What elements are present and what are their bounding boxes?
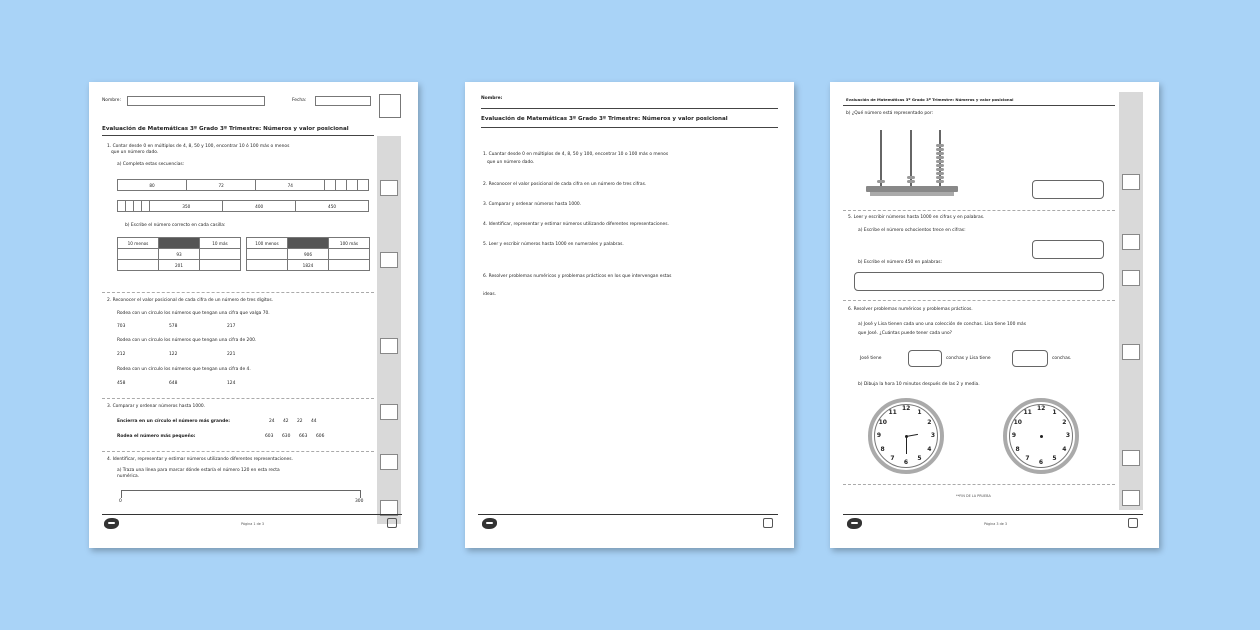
lisa-answer-box[interactable] — [1012, 350, 1048, 367]
seq-cell[interactable] — [358, 180, 369, 191]
end-of-test: **FIN DE LA PRUEBA — [956, 494, 991, 498]
q2-num[interactable]: 648 — [169, 381, 178, 386]
clock-center — [1040, 435, 1043, 438]
seq-cell: 74 — [256, 180, 325, 191]
score-box — [380, 338, 398, 354]
answer-cell[interactable] — [118, 249, 159, 260]
clock-numeral: 9 — [1011, 432, 1017, 439]
sequence-row-1 — [117, 179, 369, 191]
q3-line-2: Rodea el número más pequeño: — [117, 434, 196, 439]
q6a-text-2: que José. ¿Cuántas puede tener cada uno? — [858, 331, 952, 336]
q5b-answer-box[interactable] — [854, 272, 1104, 291]
jose-answer-box[interactable] — [908, 350, 942, 367]
clock-face-icon — [868, 398, 944, 474]
twinkl-logo-icon — [104, 518, 119, 529]
conchas-label: conchas. — [1052, 356, 1072, 361]
clock-numeral: 10 — [878, 418, 887, 426]
name-label: Nombre: — [481, 96, 503, 101]
q3-num[interactable]: 44 — [311, 419, 317, 424]
clock-numeral: 8 — [880, 445, 885, 453]
clock-numeral: 6 — [1038, 459, 1044, 466]
clock-numeral: 5 — [1052, 455, 1057, 463]
header-cell: 100 menos — [247, 238, 288, 249]
score-box — [1122, 490, 1140, 506]
worksheet-page-2 — [465, 82, 794, 548]
answer-cell[interactable] — [118, 260, 159, 271]
score-box — [1122, 450, 1140, 466]
clock-numeral: 2 — [1062, 418, 1067, 426]
answer-cell[interactable] — [329, 260, 370, 271]
footer-divider — [478, 514, 778, 515]
score-box — [380, 454, 398, 470]
q1b-text: b) Escribe el número correcto en cada casilla: — [125, 223, 226, 228]
clock-numeral: 7 — [890, 455, 895, 463]
q3-num[interactable]: 606 — [316, 434, 325, 439]
objective-item: ideas. — [483, 292, 497, 297]
header-cell: 10 menos — [118, 238, 159, 249]
footer-badge-icon — [763, 518, 773, 528]
total-score-box — [379, 94, 401, 118]
clock-numeral: 4 — [1062, 445, 1067, 453]
given-cell: 906 — [288, 249, 329, 260]
page-number: Página 1 de 3 — [241, 522, 265, 526]
abacus-answer-box[interactable] — [1032, 180, 1104, 199]
q5a-text: a) Escribe el número ochocientos trece en cifras: — [858, 228, 966, 233]
section-divider — [102, 398, 374, 399]
q2-line-3: Rodea con un círculo los números que tengan una cifra de 4. — [117, 367, 251, 372]
page-title: Evaluación de Matemáticas 3º Grado 3º Trimestre: Números y valor posicional — [481, 116, 728, 122]
q2-num[interactable]: 221 — [227, 352, 236, 357]
q1a-text: a) Completa estas secuencias: — [117, 162, 185, 167]
title-divider — [481, 127, 778, 128]
clock-numeral: 8 — [1015, 445, 1020, 453]
name-field[interactable] — [127, 96, 265, 106]
objective-item: 4. Identificar, representar y estimar números utilizando diferentes representaciones. — [483, 222, 669, 227]
q3-text: 3. Comparar y ordenar números hasta 1000. — [107, 404, 206, 409]
clock-numeral: 1 — [917, 408, 922, 416]
section-divider — [843, 484, 1115, 485]
q5b-text: b) Escribe el número 450 en palabras: — [858, 260, 943, 265]
q3-num[interactable]: 22 — [297, 419, 303, 424]
clock-numeral: 12 — [1037, 405, 1046, 412]
q4a-text: a) Traza una línea para marcar dónde estaría el número 120 en esta recta — [117, 468, 280, 473]
clock-numeral: 1 — [1052, 408, 1057, 416]
footer-divider — [843, 514, 1143, 515]
q4-text: 4. Identificar, representar y estimar números utilizando diferentes representaciones. — [107, 457, 293, 462]
clock-numeral: 5 — [917, 455, 922, 463]
qb-text: b) ¿Qué número está representado por: — [846, 111, 934, 116]
q3-num[interactable]: 603 — [265, 434, 274, 439]
title-divider — [843, 105, 1115, 106]
objective-item: 3. Comparar y ordenar números hasta 1000. — [483, 202, 582, 207]
answer-cell[interactable] — [247, 260, 288, 271]
dark-cell — [288, 238, 329, 249]
given-cell: 93 — [159, 249, 200, 260]
answer-cell[interactable] — [329, 249, 370, 260]
given-cell: 1824 — [288, 260, 329, 271]
section-divider — [102, 451, 374, 452]
header-cell: 100 más — [329, 238, 370, 249]
q2-text: 2. Reconocer el valor posicional de cada cifra de un número de tres dígitos. — [107, 298, 274, 303]
clock-numeral: 4 — [927, 445, 932, 453]
section-divider — [102, 292, 374, 293]
seq-cell[interactable] — [336, 180, 347, 191]
score-box — [1122, 344, 1140, 360]
clock-numeral: 2 — [927, 418, 932, 426]
answer-cell[interactable] — [200, 249, 241, 260]
q3-line-1: Encierra en un círculo el número más grande: — [117, 419, 230, 424]
worksheet-page-1 — [89, 82, 418, 548]
score-box — [380, 180, 398, 196]
footer-badge-icon — [387, 518, 397, 528]
seq-cell[interactable] — [134, 201, 142, 212]
q2-line-2: Rodea con un círculo los números que tengan una cifra de 200. — [117, 338, 257, 343]
date-label: Fecha: — [292, 98, 307, 103]
q4a-text-2: numérica. — [117, 474, 140, 479]
page-number: Página 3 de 3 — [984, 522, 1008, 526]
objective-item: que un número dado. — [487, 160, 535, 165]
clock-numeral: 12 — [902, 405, 911, 412]
twinkl-logo-icon — [847, 518, 862, 529]
objective-item: 1. Cuantar desde 0 en múltiplos de 4, 8, 50 y 100, encontrar 10 o 100 más o menos — [483, 152, 669, 157]
score-box — [1122, 174, 1140, 190]
objective-item: 2. Reconocer el valor posicional de cada cifra en un número de tres cifras. — [483, 182, 647, 187]
seq-cell: 450 — [296, 201, 369, 212]
number-line-end: 300 — [355, 499, 364, 504]
q2-num[interactable]: 217 — [227, 324, 236, 329]
clock-numeral: 6 — [903, 459, 909, 466]
q3-num[interactable]: 42 — [283, 419, 289, 424]
seq-cell[interactable] — [347, 180, 358, 191]
number-line[interactable] — [121, 490, 361, 498]
q6a-text: a) José y Lisa tienen cada uno una colección de conchas. Lisa tiene 100 más — [858, 322, 1027, 327]
seq-cell[interactable] — [118, 201, 126, 212]
table-100-more-less — [246, 237, 370, 271]
q6b-text: b) Dibuja la hora 10 minutos después de las 2 y media. — [858, 382, 980, 387]
name-label: Nombre: — [102, 98, 121, 103]
q3-num[interactable]: 24 — [269, 419, 275, 424]
q1-text: 1. Contar desde 0 en múltiplos de 4, 8, 50 y 100, encontrar 10 ó 100 más o menos — [107, 144, 290, 149]
number-line-start: 0 — [119, 499, 122, 504]
q2-num[interactable]: 703 — [117, 324, 126, 329]
q3-num[interactable]: 663 — [299, 434, 308, 439]
q2-num[interactable]: 124 — [227, 381, 236, 386]
clock-hand — [906, 436, 907, 454]
name-divider — [481, 108, 778, 109]
clock-numeral: 11 — [888, 408, 897, 416]
q5-text: 5. Leer y escribir números hasta 1000 en cifras y en palabras. — [848, 215, 985, 220]
dark-cell — [159, 238, 200, 249]
score-box — [380, 404, 398, 420]
section-divider — [843, 300, 1115, 301]
seq-cell: 72 — [187, 180, 256, 191]
clock-numeral: 9 — [876, 432, 882, 439]
page-title: Evaluación de Matemáticas 3º Grado 3º Trimestre: Números y valor posicional — [102, 126, 349, 132]
objective-item: 6. Resolver problemas numéricos y problemas prácticos en los que intervengan estas — [483, 274, 672, 279]
lisa-label: conchas y Lisa tiene — [946, 356, 991, 361]
clock-numeral: 3 — [930, 432, 936, 439]
clock-numeral: 10 — [1013, 418, 1022, 426]
seq-cell: 350 — [150, 201, 223, 212]
score-box — [1122, 270, 1140, 286]
score-sidebar — [1119, 92, 1143, 510]
clock-numeral: 11 — [1023, 408, 1032, 416]
seq-cell[interactable] — [126, 201, 134, 212]
answer-cell[interactable] — [247, 249, 288, 260]
sequence-row-2 — [117, 200, 369, 212]
header-cell: 10 más — [200, 238, 241, 249]
q2-num[interactable]: 458 — [117, 381, 126, 386]
score-box — [1122, 234, 1140, 250]
footer-badge-icon — [1128, 518, 1138, 528]
q2-num[interactable]: 122 — [169, 352, 178, 357]
seq-cell[interactable] — [142, 201, 150, 212]
jose-label: José tiene — [860, 356, 882, 361]
worksheet-page-3 — [830, 82, 1159, 548]
abacus-icon — [866, 130, 958, 200]
title-divider — [102, 135, 374, 136]
seq-cell: 400 — [223, 201, 296, 212]
twinkl-logo-icon — [482, 518, 497, 529]
q6-text: 6. Resolver problemas numéricos y problemas prácticos. — [848, 307, 973, 312]
q2-line-1: Rodea con un círculo los números que tengan una cifra que valga 70. — [117, 311, 270, 316]
q3-num[interactable]: 630 — [282, 434, 291, 439]
seq-cell: 80 — [118, 180, 187, 191]
section-divider — [843, 210, 1115, 211]
seq-cell[interactable] — [325, 180, 336, 191]
clock-numeral: 3 — [1065, 432, 1071, 439]
date-field[interactable] — [315, 96, 371, 106]
header-title: Evaluación de Matemáticas 3º Grado 3º Trimestre: Números y valor posicional — [846, 97, 1014, 102]
q2-num[interactable]: 212 — [117, 352, 126, 357]
given-cell: 201 — [159, 260, 200, 271]
answer-cell[interactable] — [200, 260, 241, 271]
q1-text-2: que un número dado. — [111, 150, 159, 155]
objective-item: 5. Leer y escribir números hasta 1000 en numerales y palabras. — [483, 242, 624, 247]
q5a-answer-box[interactable] — [1032, 240, 1104, 259]
clock-numeral: 7 — [1025, 455, 1030, 463]
table-10-more-less — [117, 237, 241, 271]
footer-divider — [102, 514, 402, 515]
score-box — [380, 252, 398, 268]
clock-face-icon[interactable] — [1003, 398, 1079, 474]
q2-num[interactable]: 578 — [169, 324, 178, 329]
